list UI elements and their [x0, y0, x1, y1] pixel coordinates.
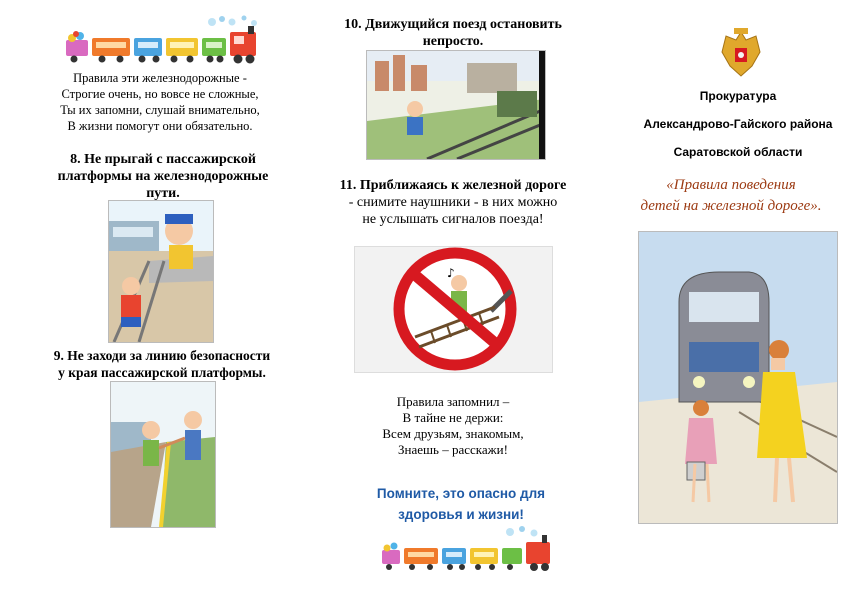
poem-line: Ты их запомни, слушай внимательно, — [60, 103, 260, 117]
intro-poem — [30, 70, 290, 134]
rule-line: платформы на железнодорожные — [57, 169, 269, 184]
rule-9-heading — [28, 347, 296, 381]
rule-line: 10. Движущийся поезд остановить — [344, 17, 562, 32]
rule-10-illustration — [366, 50, 546, 160]
poem-line: В жизни помогут они обязательно. — [67, 119, 253, 133]
tagline-line: здоровья и жизни! — [398, 507, 524, 522]
rule-line: не услышать сигналов поезда! — [362, 212, 544, 227]
toy-train-icon — [378, 524, 558, 576]
rule-line: непросто. — [422, 34, 484, 49]
svg-text:♪: ♪ — [447, 266, 455, 280]
org-line: Саратовской области — [673, 145, 803, 159]
rule-9-illustration — [110, 381, 216, 528]
organization-block — [618, 82, 858, 166]
rule-line: у края пассажирской платформы. — [58, 365, 266, 380]
rule-10-heading — [318, 16, 588, 50]
rule-line: 11. Приближаясь к железной дороге — [339, 178, 567, 193]
rule-8-heading — [32, 151, 294, 202]
poem-line: Правила запомнил – — [396, 394, 510, 409]
rule-line: - снимите наушники - в них можно — [348, 195, 558, 210]
brochure-title — [604, 175, 858, 217]
poem-line: Знаешь – расскажи! — [398, 442, 508, 457]
toy-train-icon — [62, 14, 264, 68]
title-line: детей на железной дороге». — [640, 198, 822, 214]
russian-coat-of-arms-icon — [716, 26, 766, 82]
closing-poem — [330, 394, 576, 458]
poem-line: Строгие очень, но вовсе не сложные, — [61, 87, 259, 101]
poem-line: Правила эти железнодорожные - — [73, 71, 247, 85]
poem-line: Всем друзьям, знакомым, — [382, 426, 524, 441]
no-headphones-sign-icon — [355, 247, 552, 372]
rule-11-heading — [318, 177, 588, 228]
rule-line: 8. Не прыгай с пассажирской — [70, 152, 256, 167]
tagline-line: Помните, это опасно для — [376, 486, 546, 501]
rule-8-illustration — [108, 200, 214, 343]
poem-line: В тайне не держи: — [402, 410, 504, 425]
rule-11-illustration — [354, 246, 553, 373]
safety-tagline — [348, 483, 574, 525]
org-line: Александрово-Гайского района — [643, 117, 833, 131]
cover-illustration — [638, 231, 838, 524]
rule-line: пути. — [146, 186, 180, 201]
title-line: «Правила поведения — [666, 177, 796, 193]
org-line: Прокуратура — [699, 89, 777, 103]
rule-line: 9. Не заходи за линию безопасности — [53, 348, 271, 363]
